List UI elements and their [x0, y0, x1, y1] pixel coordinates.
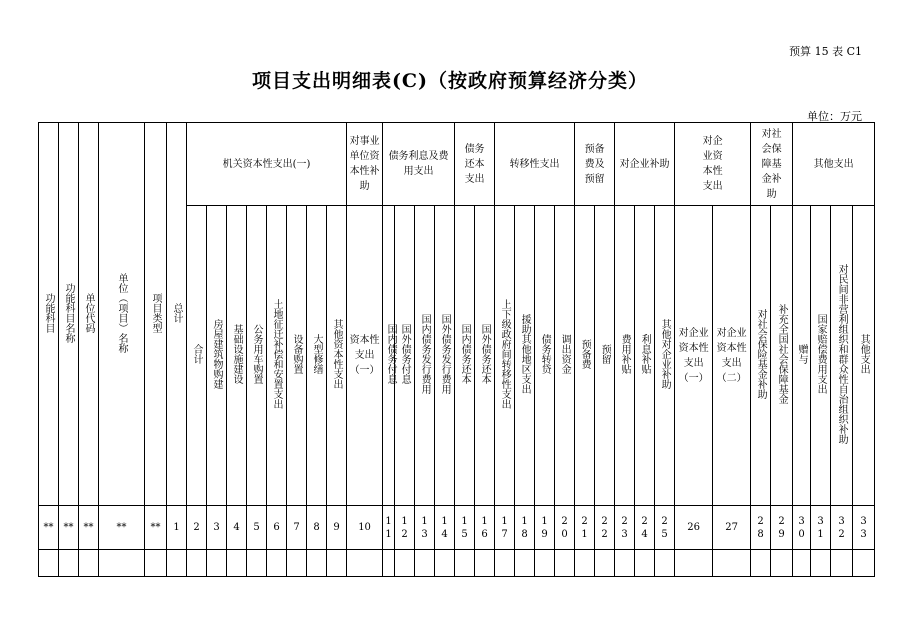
code-cell — [59, 506, 79, 550]
code-cell — [227, 506, 247, 550]
code-cell — [575, 506, 595, 550]
group-header — [675, 123, 751, 206]
code-text: 24 — [641, 515, 648, 540]
data-cell — [99, 550, 145, 577]
code-cell — [99, 506, 145, 550]
row-label-text: 项目类型 — [150, 292, 161, 333]
column-header — [287, 206, 307, 506]
column-header — [595, 206, 615, 506]
column-header-text: 预备费 — [579, 339, 591, 369]
data-cell — [247, 550, 267, 577]
code-cell — [307, 506, 327, 550]
group-header-label: 转移性支出 — [509, 158, 560, 170]
code-cell — [515, 506, 535, 550]
code-cell — [327, 506, 347, 550]
code-cell — [383, 506, 395, 550]
data-cell — [287, 550, 307, 577]
code-cell — [635, 506, 655, 550]
column-header — [435, 206, 455, 506]
column-header-text: 大型修缮 — [311, 334, 322, 374]
code-cell — [535, 506, 555, 550]
code-text: 2 — [193, 522, 200, 533]
group-header — [187, 123, 347, 206]
data-cell — [853, 550, 875, 577]
group-header — [495, 123, 575, 206]
group-header-label: 对企业资本性支出 — [702, 136, 723, 192]
code-cell — [39, 506, 59, 550]
row-label-header — [59, 123, 79, 506]
column-header-text: 对民间非营利组织和群众性自治组织补助 — [836, 264, 848, 444]
column-header — [853, 206, 875, 506]
group-header-label: 对企业补助 — [619, 158, 670, 170]
row-label-text: 功能科目 — [43, 292, 54, 333]
column-header-text: 合计 — [191, 344, 202, 364]
column-header — [793, 206, 811, 506]
code-cell — [207, 506, 227, 550]
row-label-text: 功能科目名称 — [63, 282, 74, 343]
column-header — [307, 206, 327, 506]
row-label-header — [167, 123, 187, 506]
column-header-text: 国外债务发行费用 — [439, 314, 451, 394]
code-text: 27 — [725, 522, 738, 533]
column-header — [207, 206, 227, 506]
column-header — [675, 206, 713, 506]
code-text: 5 — [253, 522, 260, 533]
column-header-text: 预留 — [599, 344, 611, 364]
column-header-text: 其他支出 — [858, 334, 870, 374]
code-cell — [751, 506, 771, 550]
data-cell — [615, 550, 635, 577]
expenditure-table — [38, 122, 875, 577]
column-header — [327, 206, 347, 506]
code-text: 18 — [521, 515, 528, 540]
column-header — [635, 206, 655, 506]
data-cell — [267, 550, 287, 577]
column-header-text: 土地征迁补偿和安置支出 — [271, 299, 282, 409]
data-cell — [39, 550, 59, 577]
header-row-groups — [39, 123, 875, 206]
code-cell — [655, 506, 675, 550]
data-cell — [415, 550, 435, 577]
column-header — [187, 206, 207, 506]
data-cell — [575, 550, 595, 577]
form-reference: 预算 15 表 C1 — [789, 45, 862, 58]
data-cell — [771, 550, 793, 577]
code-text: ** — [43, 522, 54, 533]
code-text: 33 — [860, 515, 867, 540]
code-text: 30 — [798, 515, 805, 540]
data-cell — [307, 550, 327, 577]
column-header-text: 国内债务还本 — [459, 324, 471, 384]
column-header — [495, 206, 515, 506]
column-header-text: 调出资金 — [559, 334, 571, 374]
data-cell — [831, 550, 853, 577]
column-header-text: 设备购置 — [291, 334, 302, 374]
code-cell — [167, 506, 187, 550]
column-header-text: 国外债务还本 — [479, 324, 491, 384]
code-cell — [347, 506, 383, 550]
column-header-text: 国内债务发行费用 — [419, 314, 431, 394]
group-header — [455, 123, 495, 206]
code-text: 12 — [401, 515, 408, 540]
column-header-text: 基础设施建设 — [231, 324, 242, 384]
group-header — [793, 123, 875, 206]
column-header-text: 房屋建筑物购建 — [211, 319, 222, 389]
code-cell — [435, 506, 455, 550]
row-label-text: 单位代码 — [83, 292, 94, 333]
code-cell — [811, 506, 831, 550]
data-cell — [187, 550, 207, 577]
column-header-text: 对企业资本性支出（一） — [678, 327, 709, 384]
column-header — [555, 206, 575, 506]
code-text: 8 — [313, 522, 320, 533]
column-header — [475, 206, 495, 506]
column-header-text: 援助其他地区支出 — [519, 314, 531, 394]
column-header — [811, 206, 831, 506]
group-header-label: 其他支出 — [813, 158, 854, 170]
data-cell — [455, 550, 475, 577]
data-cell — [79, 550, 99, 577]
group-header — [347, 123, 383, 206]
data-cell — [207, 550, 227, 577]
code-text: ** — [83, 522, 94, 533]
code-text: 28 — [757, 515, 764, 540]
code-cell — [247, 506, 267, 550]
code-cell — [415, 506, 435, 550]
code-cell — [831, 506, 853, 550]
data-cell — [635, 550, 655, 577]
code-cell — [187, 506, 207, 550]
group-header-label: 债务利息及费用支出 — [388, 151, 449, 177]
data-cell — [145, 550, 167, 577]
code-cell — [793, 506, 811, 550]
code-text: ** — [116, 522, 127, 533]
data-cell — [655, 550, 675, 577]
code-text: 13 — [421, 515, 428, 540]
code-text: 21 — [581, 515, 588, 540]
column-header — [751, 206, 771, 506]
column-header — [247, 206, 267, 506]
column-header — [771, 206, 793, 506]
code-text: 20 — [561, 515, 568, 540]
column-header-text: 国家赔偿费用支出 — [815, 314, 827, 394]
data-cell — [167, 550, 187, 577]
code-cell — [267, 506, 287, 550]
data-cell — [555, 550, 575, 577]
code-cell — [771, 506, 793, 550]
group-header — [751, 123, 793, 206]
row-label-header — [99, 123, 145, 506]
column-header — [615, 206, 635, 506]
code-text: 22 — [601, 515, 608, 540]
column-header-text: 上下级政府间转移性支出 — [499, 299, 511, 409]
code-cell — [675, 506, 713, 550]
column-header-text: 对社会保险基金补助 — [755, 309, 767, 399]
code-cell — [595, 506, 615, 550]
group-header — [615, 123, 675, 206]
code-text: 31 — [817, 515, 824, 540]
column-header — [267, 206, 287, 506]
row-label-header — [39, 123, 59, 506]
column-header — [383, 206, 395, 506]
group-header-label: 对社会保障基金补助 — [761, 128, 782, 200]
data-cell — [793, 550, 811, 577]
code-text: 25 — [661, 515, 668, 540]
group-header-label: 预备费及预留 — [584, 143, 605, 185]
column-header — [395, 206, 415, 506]
row-label-header — [79, 123, 99, 506]
code-text: 4 — [233, 522, 240, 533]
code-text: 23 — [621, 515, 628, 540]
data-cell — [395, 550, 415, 577]
column-header — [831, 206, 853, 506]
data-cell — [59, 550, 79, 577]
group-header — [383, 123, 455, 206]
group-header-label: 对事业单位资本性补助 — [349, 136, 380, 192]
row-label-header — [145, 123, 167, 506]
code-text: 16 — [481, 515, 488, 540]
code-text: 1 — [173, 522, 180, 533]
code-text: 26 — [687, 522, 700, 533]
code-cell — [455, 506, 475, 550]
data-cell — [383, 550, 395, 577]
column-header-text: 其他资本性支出 — [331, 319, 343, 389]
code-cell — [713, 506, 751, 550]
column-header-text: 赠与 — [796, 344, 808, 364]
code-text: 14 — [441, 515, 448, 540]
code-text: 15 — [461, 515, 468, 540]
column-header-text: 国内债务付息 — [385, 324, 397, 384]
column-header-text: 对企业资本性支出（二） — [716, 327, 747, 384]
data-cell — [535, 550, 555, 577]
code-cell — [145, 506, 167, 550]
column-header-text: 资本性支出（一） — [349, 335, 380, 376]
code-cell — [287, 506, 307, 550]
code-text: 19 — [541, 515, 548, 540]
column-header — [455, 206, 475, 506]
group-header-label: 机关资本性支出(一) — [222, 158, 311, 170]
data-cell — [495, 550, 515, 577]
data-cell — [435, 550, 455, 577]
column-header-text: 国外债务付息 — [399, 324, 411, 384]
column-header — [227, 206, 247, 506]
page-title: 项目支出明细表(C)（按政府预算经济分类） — [251, 70, 649, 92]
code-text: ** — [150, 522, 161, 533]
column-header-text: 利息补贴 — [639, 334, 651, 374]
row-label-text: 总计 — [171, 302, 182, 323]
code-cell — [395, 506, 415, 550]
code-cell — [853, 506, 875, 550]
code-text: 9 — [333, 522, 340, 533]
code-text: 6 — [273, 522, 280, 533]
code-text: 3 — [213, 522, 220, 533]
group-header-label: 债务还本支出 — [464, 143, 485, 185]
code-text: 10 — [358, 522, 371, 533]
column-header-text: 补充全国社会保障基金 — [776, 304, 788, 404]
code-text: 11 — [385, 515, 392, 540]
column-header-text: 公务用车购置 — [251, 324, 262, 384]
column-header — [575, 206, 595, 506]
column-header — [415, 206, 435, 506]
data-cell — [675, 550, 713, 577]
column-header — [515, 206, 535, 506]
code-cell — [475, 506, 495, 550]
data-cell — [227, 550, 247, 577]
code-row — [39, 506, 875, 550]
group-header — [575, 123, 615, 206]
code-cell — [495, 506, 515, 550]
table-row — [39, 550, 875, 577]
code-text: 29 — [778, 515, 785, 540]
data-cell — [595, 550, 615, 577]
data-cell — [347, 550, 383, 577]
data-cell — [751, 550, 771, 577]
column-header-text: 债务转贷 — [539, 334, 551, 374]
column-header-text: 其他对企业补助 — [659, 319, 671, 389]
code-cell — [555, 506, 575, 550]
data-cell — [811, 550, 831, 577]
column-header — [347, 206, 383, 506]
data-cell — [713, 550, 751, 577]
unit-label: 单位：万元 — [807, 110, 862, 123]
column-header-text: 费用补贴 — [619, 334, 631, 374]
code-text: 17 — [501, 515, 508, 540]
column-header — [655, 206, 675, 506]
code-cell — [615, 506, 635, 550]
data-cell — [515, 550, 535, 577]
data-cell — [475, 550, 495, 577]
code-text: 7 — [293, 522, 300, 533]
code-text: ** — [63, 522, 74, 533]
column-header — [535, 206, 555, 506]
code-text: 32 — [838, 515, 845, 540]
row-label-text: 单位（项目）名称 — [116, 272, 127, 353]
column-header — [713, 206, 751, 506]
data-cell — [327, 550, 347, 577]
code-cell — [79, 506, 99, 550]
